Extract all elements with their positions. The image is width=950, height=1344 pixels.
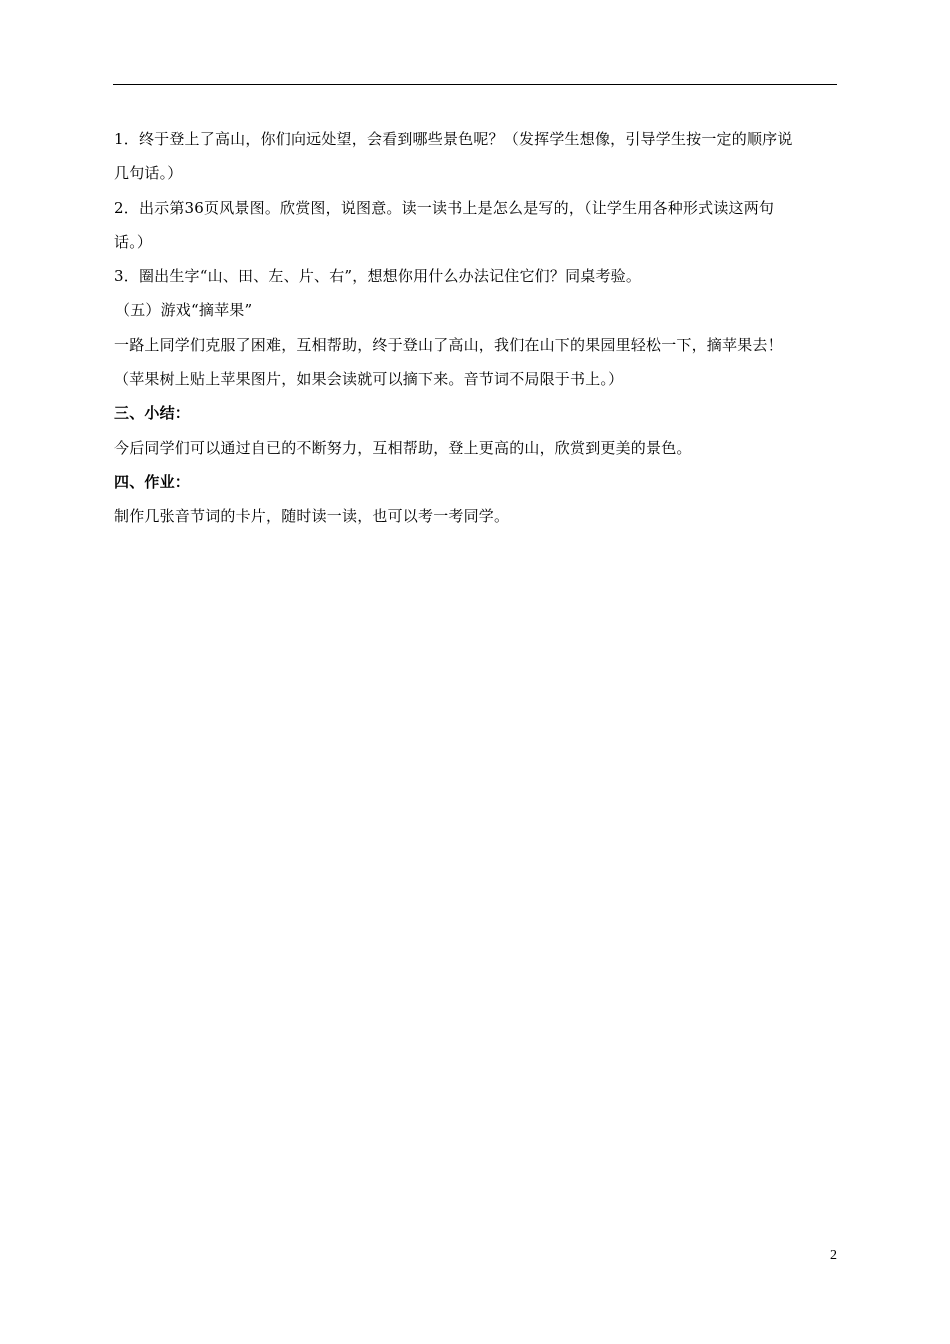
section-heading-summary: 三、小结：	[114, 404, 191, 423]
paragraph-line: 一路上同学们克服了困难，互相帮助，终于登山了高山，我们在山下的果园里轻松一下，摘苹果去！	[114, 335, 783, 354]
paragraph-line: 制作几张音节词的卡片，随时读一读，也可以考一考同学。	[114, 507, 510, 526]
paragraph-line: 话。）	[114, 232, 153, 251]
document-body	[114, 122, 838, 534]
header-rule	[113, 84, 837, 85]
paragraph-line: 今后同学们可以通过自已的不断努力，互相帮助，登上更高的山，欣赏到更美的景色。	[114, 438, 692, 457]
paragraph-line: 2．出示第36页风景图。欣赏图，说图意。读一读书上是怎么是写的，（让学生用各种形式读这两句	[114, 198, 775, 217]
subsection-heading: （五）游戏“摘苹果”	[115, 301, 253, 320]
page-number: 2	[830, 1248, 837, 1263]
paragraph-line: （苹果树上贴上苹果图片，如果会读就可以摘下来。音节词不局限于书上。）	[114, 370, 624, 389]
paragraph-line: 3．圈出生字“山、田、左、片、右”，想想你用什么办法记住它们？同桌考验。	[114, 267, 642, 286]
paragraph-line: 1．终于登上了高山，你们向远处望，会看到哪些景色呢？（发挥学生想像，引导学生按一定的顺序说	[114, 130, 793, 148]
section-heading-homework: 四、作业：	[114, 472, 191, 491]
paragraph-line: 几句话。）	[114, 164, 183, 183]
